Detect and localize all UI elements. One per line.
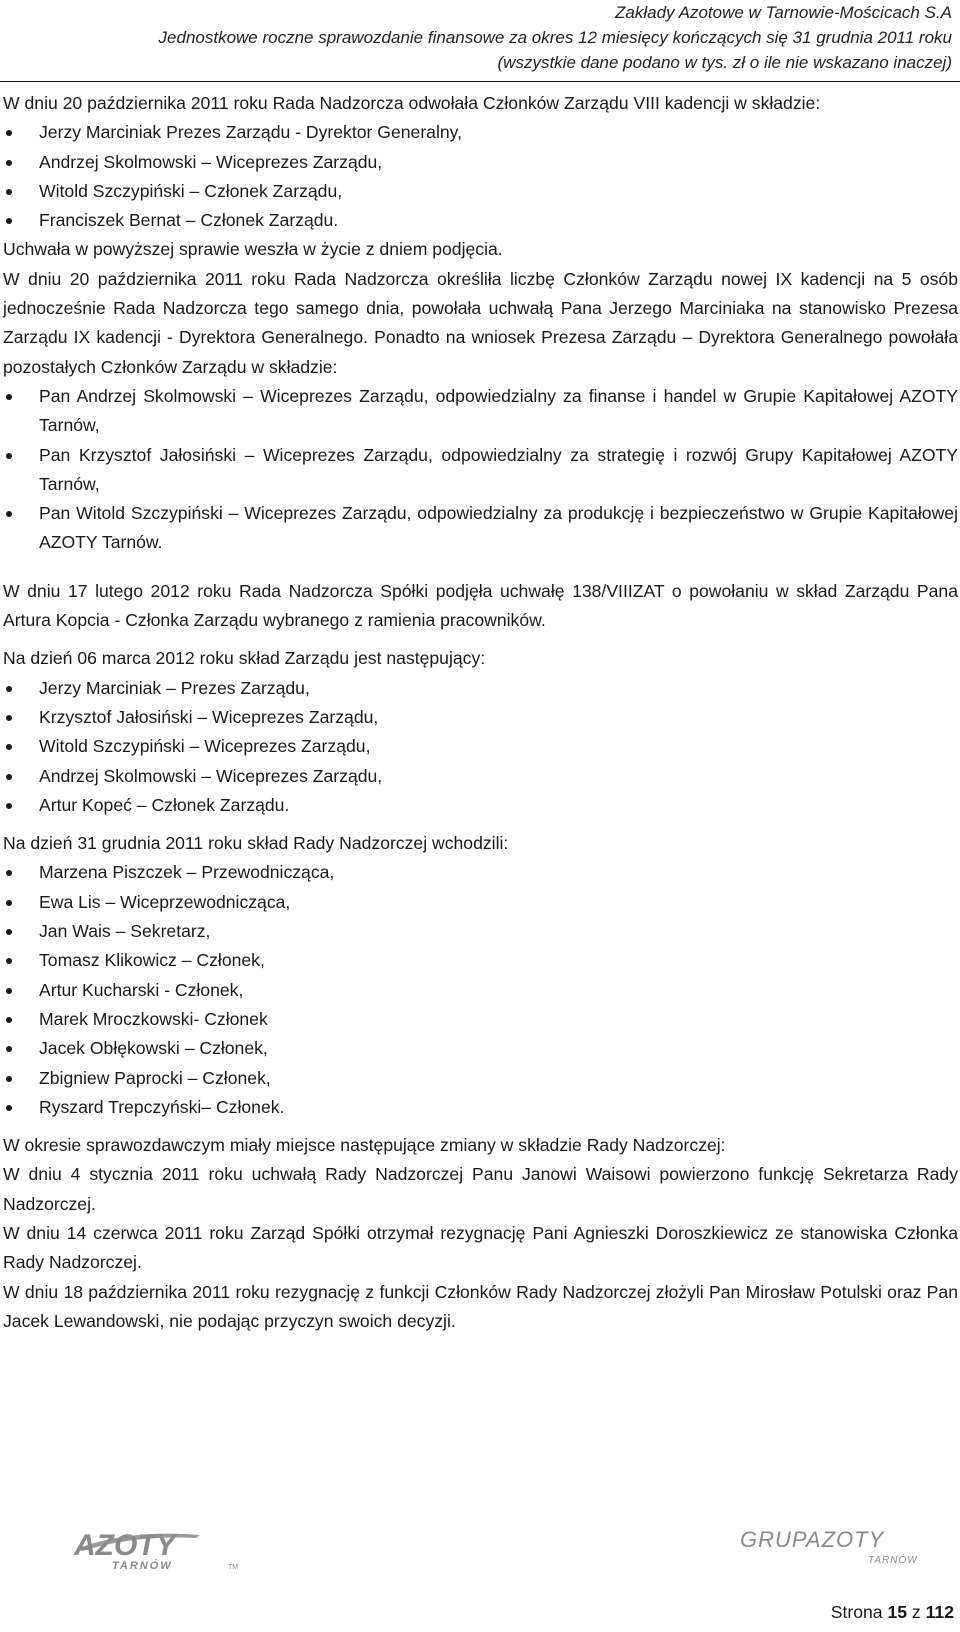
section6-paragraph: W dniu 4 stycznia 2011 roku uchwałą Rady Nadzorczej Panu Janowi Waisowi powierzono funkcję Sekretarza Rady Nadzorczej. [3, 1164, 958, 1214]
page-current: 15 [887, 1602, 908, 1622]
logo-right-text: GRUPAZOTY [740, 1527, 885, 1552]
section6-paragraph: W dniu 14 czerwca 2011 roku Zarząd Spółki otrzymał rezygnację Pani Agnieszki Doroszkiewicz ze stanowiska Członka Rady Nadzorczej. [3, 1222, 958, 1273]
list-item: Marek Mroczkowski- Członek [3, 1005, 958, 1034]
spacer [3, 1122, 958, 1131]
spacer [3, 820, 958, 829]
page-total: 112 [925, 1602, 954, 1622]
section1-closing: Uchwała w powyższej sprawie weszła w życie z dniem podjęcia. [3, 239, 503, 260]
azoty-tarnow-logo [68, 1515, 268, 1575]
list-item: Witold Szczypiński – Wiceprezes Zarządu, [3, 732, 958, 761]
header-company: Zakłady Azotowe w Tarnowie-Mościcach S.A [615, 3, 952, 22]
section3-text: W dniu 17 lutego 2012 roku Rada Nadzorcza Spółki podjęła uchwałę 138/VIIIZAT o powołaniu w skład Zarządu Pana Artura Kopcia - Członka Zarządu wybranego z ramienia pracowników. [3, 580, 958, 631]
list-item: Artur Kopeć – Członek Zarządu. [3, 791, 958, 820]
list-item: Franciszek Bernat – Członek Zarządu. [3, 206, 958, 235]
list-item: Pan Witold Szczypiński – Wiceprezes Zarządu, odpowiedzialny za produkcję i bezpieczeństwo w Grupie Kapitałowej AZOTY Tarnów. [3, 499, 958, 558]
list-item: Pan Krzysztof Jałosiński – Wiceprezes Zarządu, odpowiedzialny za strategię i rozwój Grupy Kapitałowej AZOTY Tarnów, [3, 441, 958, 500]
page-header [159, 0, 952, 75]
list-item: Zbigniew Paprocki – Członek, [3, 1064, 958, 1093]
page-separator: z [911, 1602, 921, 1622]
section6-paragraph: W okresie sprawozdawczym miały miejsce następujące zmiany w składzie Rady Nadzorczej: [3, 1135, 726, 1156]
list-item: Andrzej Skolmowski – Wiceprezes Zarządu, [3, 148, 958, 177]
page-label: Strona [830, 1602, 883, 1622]
spacer [3, 558, 958, 577]
section1-intro: W dniu 20 października 2011 roku Rada Nadzorcza odwołała Członków Zarządu VIII kadencji w składzie: [3, 93, 821, 113]
grupa-azoty-logo [738, 1523, 948, 1568]
spacer [3, 635, 958, 644]
header-units-note: (wszystkie dane podano w tys. zł o ile nie wskazano inaczej) [497, 53, 952, 72]
section1-list [3, 118, 958, 235]
list-item: Ryszard Trepczyński– Członek. [3, 1093, 958, 1122]
section2-intro: W dniu 20 października 2011 roku Rada Nadzorcza określiła liczbę Członków Zarządu nowej IX kadencji na 5 osób jednocześnie Rada Nadzorcza tego samego dnia, powołała uchwałą Pana Jerzego Marciniaka na stanowisko Prezesa Zarządu IX kadencji - Dyrektora Generalnego. Ponadto na wniosek Prezesa Zarządu – Dyrektora Generalnego powołała pozostałych Członków Zarządu w składzie: [3, 268, 958, 377]
list-item: Witold Szczypiński – Członek Zarządu, [3, 177, 958, 206]
list-item: Ewa Lis – Wiceprzewodnicząca, [3, 888, 958, 917]
section6-paragraph: W dniu 18 października 2011 roku rezygnację z funkcji Członków Rady Nadzorczej złożyli Pan Mirosław Potulski oraz Pan Jacek Lewandowski, nie podając przyczyn swoich decyzji. [3, 1281, 958, 1331]
list-item: Jacek Obłękowski – Członek, [3, 1034, 958, 1063]
header-report-title: Jednostkowe roczne sprawozdanie finansowe za okres 12 miesięcy kończących się 31 grudnia 2011 roku [158, 28, 952, 47]
footer-logos [0, 1515, 960, 1575]
logo-left-sub: TARNÓW [112, 1560, 173, 1572]
list-item: Tomasz Klikowicz – Członek, [3, 946, 958, 975]
list-item: Marzena Piszczek – Przewodnicząca, [3, 858, 958, 887]
section2-list [3, 382, 958, 558]
header-divider [0, 81, 960, 82]
document-body [3, 89, 958, 1336]
logo-left-text: AZOTY [74, 1529, 176, 1562]
section4-intro: Na dzień 06 marca 2012 roku skład Zarządu jest następujący: [3, 648, 486, 669]
logo-right-sub: TARNÓW [868, 1555, 918, 1566]
list-item: Jerzy Marciniak Prezes Zarządu - Dyrektor Generalny, [3, 118, 958, 147]
section5-list [3, 858, 958, 1122]
list-item: Jerzy Marciniak – Prezes Zarządu, [3, 674, 958, 703]
list-item: Krzysztof Jałosiński – Wiceprezes Zarządu, [3, 703, 958, 732]
section4-list [3, 674, 958, 820]
section5-intro: Na dzień 31 grudnia 2011 roku skład Rady Nadzorczej wchodzili: [3, 833, 509, 854]
list-item: Jan Wais – Sekretarz, [3, 917, 958, 946]
page-number [831, 1600, 954, 1624]
list-item: Andrzej Skolmowski – Wiceprezes Zarządu, [3, 762, 958, 791]
list-item: Artur Kucharski - Członek, [3, 976, 958, 1005]
list-item: Pan Andrzej Skolmowski – Wiceprezes Zarządu, odpowiedzialny za finanse i handel w Grupie Kapitałowej AZOTY Tarnów, [3, 382, 958, 441]
trademark-symbol: TM [228, 1564, 239, 1571]
